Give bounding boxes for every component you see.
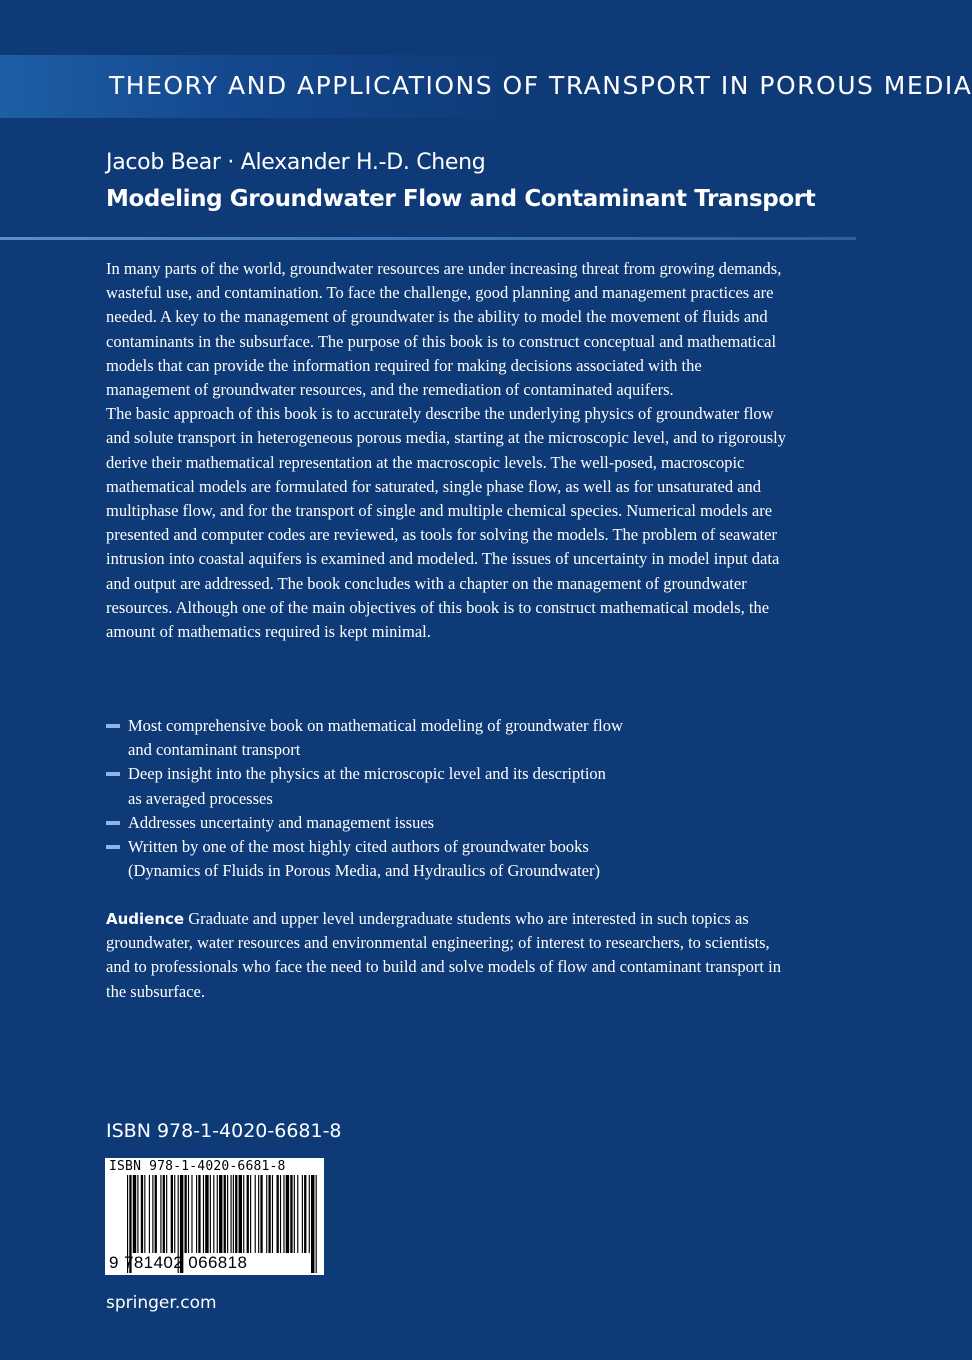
blurb-paragraph-1: In many parts of the world, groundwater resources are under increasing threat from growing demands, wasteful use, and contamination. To face the challenge, good planning and management practices are needed. A key to the management of groundwater is the ability to model the movement of fluids and contaminants in the subsurface. The purpose of this book is to construct conceptual and mathematical models that can provide the information required for making decisions associated with the management of groundwater resources, and the remediation of contaminated aquifers. — [106, 259, 782, 400]
isbn-text: ISBN 978-1-4020-6681-8 — [106, 1120, 342, 1142]
barcode — [105, 1158, 324, 1275]
book-authors: Jacob Bear · Alexander H.-D. Cheng — [106, 150, 486, 175]
feature-text: Deep insight into the physics at the microscopic level and its description — [128, 764, 606, 784]
feature-text-cont: (Dynamics of Fluids in Porous Media, and Hydraulics of Groundwater) — [128, 861, 600, 881]
audience-text: Graduate and upper level undergraduate students who are interested in such topics as groundwater, water resources and environmental engineering; of interest to researchers, to scientists, and to professionals who face the need to build and solve models of flow and contaminant transport in the subsurface. — [106, 909, 781, 1001]
dash-bullet-icon — [106, 821, 120, 825]
feature-item — [106, 811, 786, 835]
feature-item — [106, 762, 786, 810]
dash-bullet-icon — [106, 845, 120, 849]
feature-text: Written by one of the most highly cited authors of groundwater books — [128, 837, 589, 857]
dash-bullet-icon — [106, 772, 120, 776]
audience-label: Audience — [106, 910, 185, 928]
blurb-paragraph-2: The basic approach of this book is to accurately describe the underlying physics of groundwater flow and solute transport in heterogeneous porous media, starting at the microscopic level, and to rigorously derive their mathematical representation at the macroscopic levels. The well-posed, macroscopic mathematical models are formulated for saturated, single phase flow, as well as for unsaturated and multiphase flow, and for the transport of single and multiple chemical species. Numerical models are presented and computer codes are reviewed, as tools for solving the models. The problem of seawater intrusion into coastal aquifers is examined and modeled. The issues of uncertainty in model input data and output are addressed. The book concludes with a chapter on the management of groundwater resources. Although one of the main objectives of this book is to construct mathematical models, the amount of mathematics required is kept minimal. — [106, 404, 786, 642]
book-title: Modeling Groundwater Flow and Contaminant Transport — [106, 186, 816, 212]
audience-paragraph — [106, 907, 786, 1004]
feature-item — [106, 835, 786, 883]
dash-bullet-icon — [106, 724, 120, 728]
barcode-digits: 9 781402 066818 — [109, 1253, 248, 1272]
series-title: THEORY AND APPLICATIONS OF TRANSPORT IN POROUS MEDIA — [109, 71, 972, 100]
publisher-site: springer.com — [106, 1293, 217, 1313]
blurb — [106, 257, 786, 644]
feature-item — [106, 714, 786, 762]
divider-rule — [0, 237, 856, 240]
feature-list — [106, 714, 786, 883]
feature-text-cont: and contaminant transport — [128, 740, 301, 760]
barcode-isbn-label: ISBN 978-1-4020-6681-8 — [109, 1159, 286, 1174]
feature-text: Addresses uncertainty and management issues — [128, 812, 435, 832]
feature-text: Most comprehensive book on mathematical modeling of groundwater flow — [128, 716, 623, 735]
feature-text-cont: as averaged processes — [128, 788, 273, 808]
